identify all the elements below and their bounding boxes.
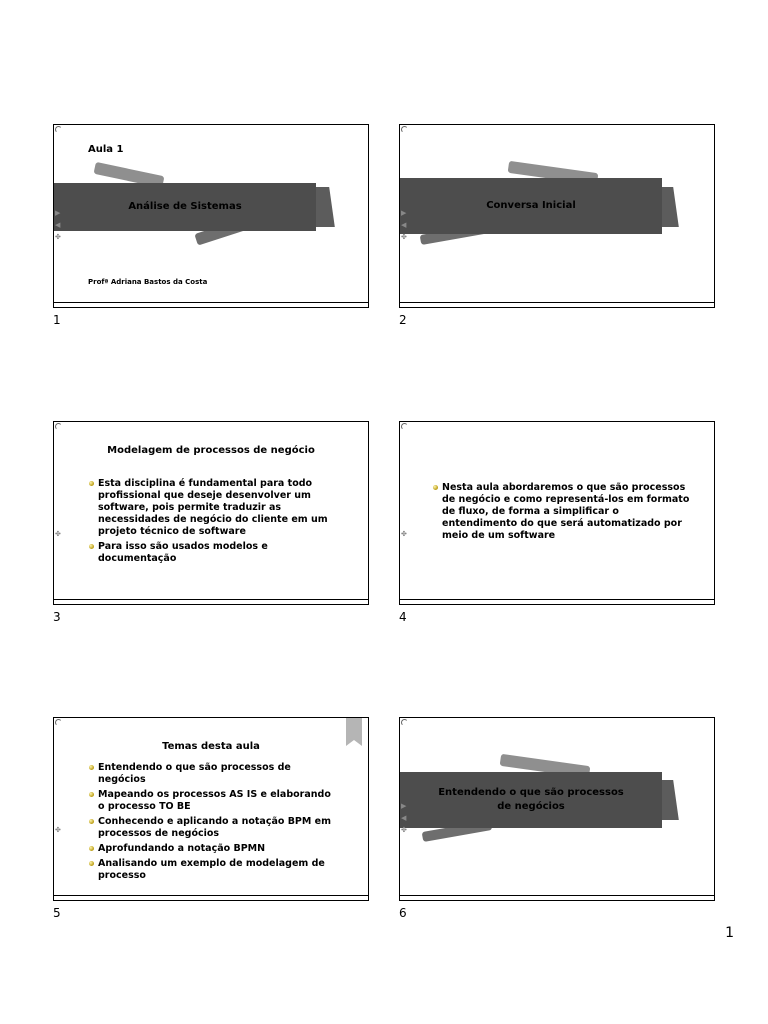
- slide-title: Temas desta aula: [162, 741, 260, 752]
- list-item: Esta disciplina é fundamental para todo profissional que deseje desenvolver um software, pois permite traduzir as necessidades de negócio do cliente em um projeto técnico de software: [89, 478, 329, 538]
- slide-2: [399, 124, 715, 308]
- banner-title: Análise de Sistemas: [128, 201, 242, 212]
- slide-number: 1: [53, 313, 61, 327]
- bullet-icon: [89, 481, 94, 486]
- slide-number: 4: [399, 610, 407, 624]
- slide-banner: [54, 183, 316, 231]
- list-item: Analisando um exemplo de modelagem de processo: [89, 858, 339, 882]
- bullet-icon: [89, 861, 94, 866]
- bookmark-icon: [346, 718, 362, 740]
- slide-title: Modelagem de processos de negócio: [107, 445, 315, 456]
- bullet-icon: [89, 819, 94, 824]
- bullet-icon: [433, 485, 438, 490]
- list-item: Nesta aula abordaremos o que são processos de negócio e como representá-los em formato de fluxo, de forma a simplificar o entendimento do que será automatizado por meio de um software: [433, 482, 693, 542]
- corner-icon: [401, 423, 408, 430]
- bullet-icon: [89, 765, 94, 770]
- slide-number: 6: [399, 906, 407, 920]
- corner-icon: [55, 126, 62, 133]
- list-item: Para isso são usados modelos e documentação: [89, 541, 329, 565]
- slide-banner: [400, 772, 662, 828]
- bullet-list: [89, 762, 339, 885]
- corner-icon: [401, 126, 408, 133]
- corner-icon: [401, 719, 408, 726]
- list-item: Mapeando os processos AS IS e elaborando o processo TO BE: [89, 789, 339, 813]
- slide-number: 5: [53, 906, 61, 920]
- slide-number: 3: [53, 610, 61, 624]
- slide-3: [53, 421, 369, 605]
- bullet-icon: [89, 792, 94, 797]
- author: Profª Adriana Bastos da Costa: [88, 278, 208, 286]
- bullet-list: [433, 482, 693, 545]
- banner-title: Conversa Inicial: [486, 200, 576, 211]
- corner-icon: [55, 719, 62, 726]
- bullet-list: [89, 478, 329, 568]
- slide-4: [399, 421, 715, 605]
- list-item: Conhecendo e aplicando a notação BPM em processos de negócios: [89, 816, 339, 840]
- nav-marks: ▶ ◀ ✤: [401, 802, 407, 834]
- page-number: 1: [725, 925, 734, 941]
- nav-marks: ✤: [55, 826, 61, 834]
- slide-1: [53, 124, 369, 308]
- bullet-icon: [89, 544, 94, 549]
- list-item: Aprofundando a notação BPMN: [89, 843, 339, 855]
- nav-marks: ▶ ◀ ✤: [55, 209, 61, 241]
- slide-number: 2: [399, 313, 407, 327]
- nav-marks: ▶ ◀ ✤: [401, 209, 407, 241]
- corner-icon: [55, 423, 62, 430]
- slide-5: [53, 717, 369, 901]
- list-item: Entendendo o que são processos de negócios: [89, 762, 339, 786]
- slide-6: [399, 717, 715, 901]
- nav-marks: ✤: [401, 530, 407, 538]
- pretitle: Aula 1: [88, 144, 124, 155]
- nav-marks: ✤: [55, 530, 61, 538]
- bullet-icon: [89, 846, 94, 851]
- slide-banner: [400, 178, 662, 234]
- banner-title: Entendendo o que são processos de negócios: [438, 787, 624, 812]
